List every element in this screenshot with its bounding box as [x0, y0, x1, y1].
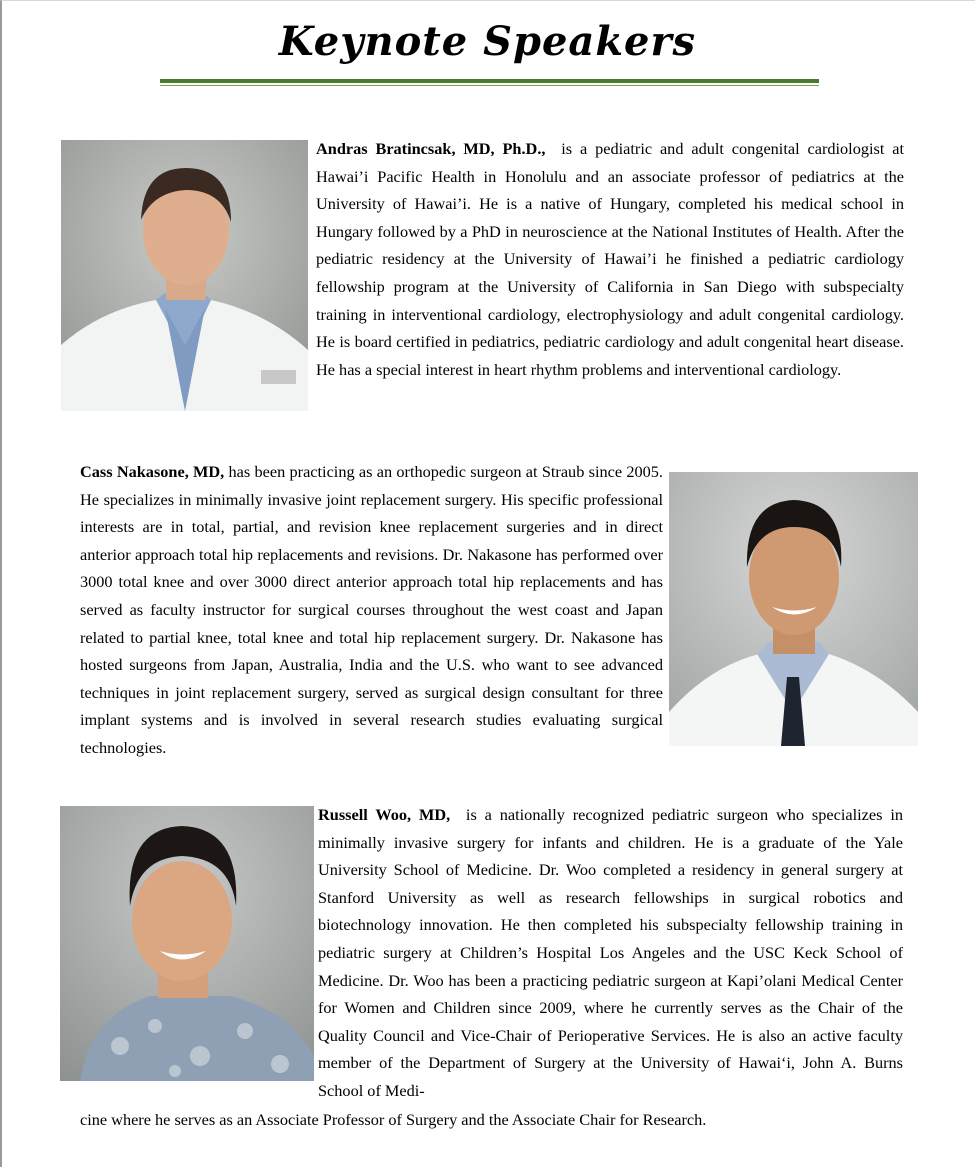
speaker-bio-woo-continued: cine where he serves as an Associate Professor of Surgery and the Associate Chair for Research. [80, 1110, 707, 1129]
speaker-photo-woo [60, 806, 314, 1081]
speaker-photo-bratincsak [61, 140, 308, 411]
speaker-name: Russell Woo, MD, [318, 805, 451, 824]
speaker-name: Andras Bratincsak, MD, Ph.D., [316, 139, 546, 158]
speaker-bio-bratincsak [316, 135, 904, 383]
speaker-photo-nakasone [669, 472, 918, 746]
speaker-bio-text: is a pediatric and adult congenital cardiologist at Hawai’i Pacific Health in Honolulu and an associate professor of pediatrics at the University of Hawai’i. He is a native of Hungary, completed his medical school in Hungary followed by a PhD in neuroscience at the National Institutes of Health. After the pediatric residency at the University of Hawai’i he finished a pediatric cardiology fellowship program at the University of California in San Diego with subspecialty training in interventional cardiology, electrophysiology and adult congenital cardiology. He is board certified in pediatrics, pediatric cardiology and adult congenital heart disease. He has a special interest in heart rhythm problems and interventional cardiology. [316, 139, 904, 379]
title-rule-thick [160, 79, 819, 83]
speaker-bio-nakasone [80, 458, 663, 762]
page-title: Keynote Speakers [278, 18, 697, 65]
title-rule-thin [160, 85, 819, 86]
speaker-name: Cass Nakasone, MD, [80, 462, 225, 481]
speaker-bio-text: is a nationally recognized pediatric surgeon who specializes in minimally invasive surgery for infants and children. He is a graduate of the Yale University School of Medicine. Dr. Woo completed a residency in general surgery at Stanford University as well as research fellowships in surgical robotics and biotechnology innovation. He then completed his subspecialty fellowship training in pediatric surgery at Children’s Hospital Los Angeles and the USC Keck School of Medicine. Dr. Woo has been a practicing pediatric surgeon at Kapi’olani Medical Center for Women and Children since 2009, where he currently serves as the Chair of the Quality Council and Vice-Chair of Perioperative Services. He is also an active faculty member of the Department of Surgery at the University of Hawai‘i, John A. Burns School of Medi- [318, 805, 903, 1100]
speaker-bio-text: has been practicing as an orthopedic surgeon at Straub since 2005. He specializes in minimally invasive joint replacement surgery. His specific professional interests are in total, partial, and revision knee replacement surgeries and in direct anterior approach total hip replacements and revisions. Dr. Nakasone has performed over 3000 total knee and over 3000 direct anterior approach total hip replacements and has served as faculty instructor for surgical courses throughout the west coast and Japan related to partial knee, total knee and total hip replacement surgery. Dr. Nakasone has hosted surgeons from Japan, Australia, India and the U.S. who want to see advanced techniques in joint replacement surgery, served as surgical design consultant for three implant systems and is involved in several research studies evaluating surgical technologies. [80, 462, 663, 757]
speaker-bio-woo [318, 801, 903, 1105]
